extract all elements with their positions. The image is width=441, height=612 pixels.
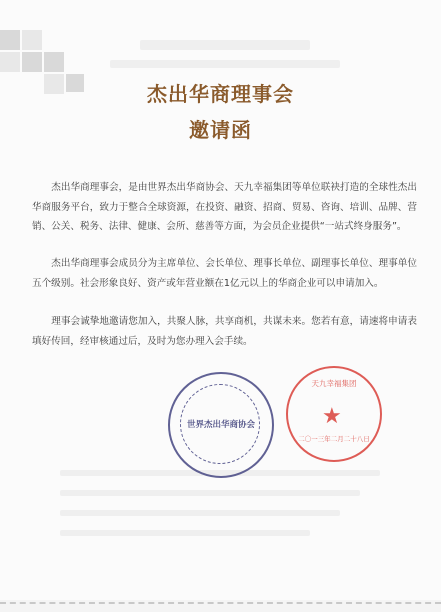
decorative-square	[44, 52, 64, 72]
bleed-through-band	[140, 40, 310, 50]
group-seal-text: 天九幸福集团	[311, 379, 357, 388]
decorative-square	[0, 52, 20, 72]
decorative-square	[0, 30, 20, 50]
bleed-through-band	[60, 490, 360, 496]
seal-date: 二〇一三年二月二十八日	[298, 435, 370, 443]
letter-title: 杰出华商理事会	[147, 82, 294, 106]
bleed-through-band	[60, 510, 340, 516]
bleed-through-band	[110, 60, 340, 68]
star-icon: ★	[322, 404, 342, 429]
association-seal	[168, 372, 274, 478]
decorative-square	[22, 52, 42, 72]
bleed-through-band	[60, 530, 310, 536]
page-border-dashed	[0, 602, 441, 604]
paragraph-membership: 杰出华商理事会成员分为主席单位、会长单位、理事长单位、副理事长单位、理事单位五个级别。社会形象良好、资产或年营业额在1亿元以上的华商企业可以申请加入。	[32, 258, 417, 289]
decorative-square	[22, 30, 42, 50]
letter-subtitle: 邀请函	[189, 118, 252, 142]
paragraph-invitation: 理事会诚挚地邀请您加入，共聚人脉，共享商机，共谋未来。您若有意，请速将申请表填好传回，经审核通过后，及时为您办理入会手续。	[32, 316, 417, 347]
association-seal-text: 世界杰出华商协会	[186, 420, 255, 430]
group-seal	[286, 366, 382, 462]
paragraph-intro: 杰出华商理事会，是由世界杰出华商协会、天九幸福集团等单位联袂打造的全球性杰出华商服务平台，致力于整合全球资源，在投资、融资、招商、贸易、咨询、培训、品牌、营销、公关、税务、法律、健康、会所、慈善等方面，为会员企业提供“一站式终身服务”。	[32, 182, 417, 232]
